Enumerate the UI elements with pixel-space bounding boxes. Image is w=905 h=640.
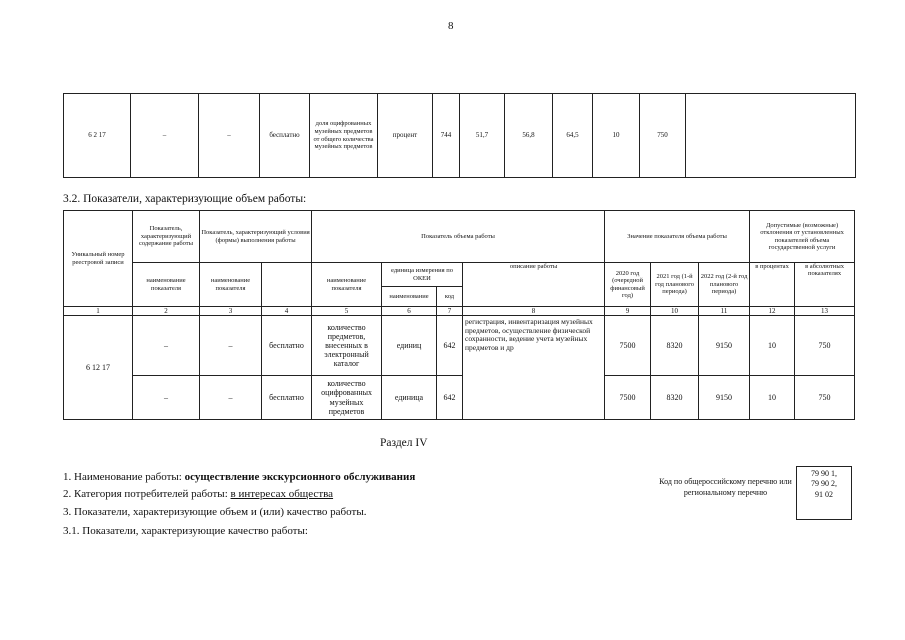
header-unit-code: код	[437, 287, 463, 307]
value-2020: 51,7	[460, 94, 505, 178]
work-description: регистрация, инвентаризация музейных предметов, осуществление физической сохранности, ведение учета музейных предметов и др	[463, 316, 605, 420]
registry-code: 79 90 2,	[811, 479, 837, 489]
header-unique-number: Уникальный номер реестровой записи	[64, 211, 133, 307]
col-number: 6	[382, 307, 437, 316]
indicator-name: доля оцифрованных музейных предметов от общего количества музейных предметов	[310, 94, 378, 178]
header-in-abs: в абсолютных показателях	[795, 263, 855, 307]
category-value: в интересах общества	[230, 488, 334, 500]
registry-code-label: Код по общероссийскому перечню или региональному перечню	[659, 477, 792, 497]
deviation-abs: 750	[640, 94, 686, 178]
quality-table-continuation	[63, 93, 856, 178]
value-2022: 64,5	[553, 94, 593, 178]
registry-code: 79 90 1,	[811, 469, 837, 478]
value-2020: 7500	[605, 316, 651, 376]
registry-code: 91 02	[815, 489, 833, 499]
value-2022: 9150	[699, 376, 750, 420]
col-number: 7	[437, 307, 463, 316]
col-number: 10	[651, 307, 699, 316]
deviation-abs: 750	[795, 376, 855, 420]
category-label: 2. Категория потребителей работы:	[63, 488, 231, 500]
volume-table	[63, 210, 855, 420]
okei-code: 642	[437, 376, 463, 420]
content-cell: –	[133, 376, 200, 420]
col-number: 13	[795, 307, 855, 316]
page-number: 8	[448, 20, 454, 32]
indicator-name: количество предметов, внесенных в электронный каталог	[312, 316, 382, 376]
header-deviation: Допустимые (возможные) отклонения от установленных показателей объема государственной услуги	[750, 211, 855, 263]
unit-name: единиц	[382, 316, 437, 376]
header-in-pct: в процентах	[750, 263, 795, 307]
deviation-abs: 750	[795, 316, 855, 376]
content-cell: –	[199, 94, 260, 178]
table-row	[64, 94, 856, 178]
section-3-2-title: 3.2. Показатели, характеризующие объем работы:	[63, 193, 307, 205]
table-row	[64, 263, 855, 287]
item-3-1: 3.1. Показатели, характеризующие качество работы:	[63, 525, 308, 537]
value-2020: 7500	[605, 376, 651, 420]
item-3: 3. Показатели, характеризующие объем и (или) качество работы.	[63, 506, 367, 518]
section-title: Раздел IV	[380, 437, 428, 449]
col-number: 1	[64, 307, 133, 316]
header-2021: 2021 год (1-й год планового периода)	[651, 263, 699, 307]
header-volume: Показатель объема работы	[312, 211, 605, 263]
col-number: 2	[133, 307, 200, 316]
condition-cell: бесплатно	[262, 316, 312, 376]
unit-name: процент	[378, 94, 433, 178]
header-unit-okei: единица измерения по ОКЕИ	[382, 263, 463, 287]
registry-code-box	[796, 466, 852, 520]
empty-cell	[686, 94, 856, 178]
record-code: 6 2 17	[64, 94, 131, 178]
value-2022: 9150	[699, 316, 750, 376]
header-work-desc: описание работы	[463, 263, 605, 307]
header-value: Значение показателя объема работы	[605, 211, 750, 263]
col-number: 12	[750, 307, 795, 316]
value-2021: 8320	[651, 316, 699, 376]
okei-code: 744	[433, 94, 460, 178]
condition-cell: бесплатно	[262, 376, 312, 420]
condition-cell: –	[200, 376, 262, 420]
header-2020: 2020 год (очередной финансовый год)	[605, 263, 651, 307]
value-2021: 8320	[651, 376, 699, 420]
work-name-value: осуществление экскурсионного обслуживания	[184, 471, 416, 483]
col-number: 9	[605, 307, 651, 316]
deviation-pct: 10	[750, 316, 795, 376]
table-row	[64, 316, 855, 376]
deviation-pct: 10	[750, 376, 795, 420]
table-row	[64, 211, 855, 263]
col-number: 5	[312, 307, 382, 316]
col-number: 11	[699, 307, 750, 316]
content-cell: –	[131, 94, 199, 178]
header-name-indicator: наименование показателя	[312, 263, 382, 307]
header-unit-name: наименование	[382, 287, 437, 307]
condition-cell: бесплатно	[260, 94, 310, 178]
table-row	[64, 376, 855, 420]
col-number: 8	[463, 307, 605, 316]
value-2021: 56,8	[505, 94, 553, 178]
col-number: 3	[200, 307, 262, 316]
header-empty	[262, 263, 312, 307]
header-conditions: Показатель, характеризующий условия (формы) выполнения работы	[200, 211, 312, 263]
header-name-indicator: наименование показателя	[133, 263, 200, 307]
deviation-pct: 10	[593, 94, 640, 178]
record-code: 6 12 17	[64, 316, 133, 420]
header-content: Показатель, характеризующий содержание работы	[133, 211, 200, 263]
header-name-indicator: наименование показателя	[200, 263, 262, 307]
work-name-line	[63, 471, 415, 483]
unit-name: единица	[382, 376, 437, 420]
header-2022: 2022 год (2-й год планового периода)	[699, 263, 750, 307]
okei-code: 642	[437, 316, 463, 376]
column-numbers-row	[64, 307, 855, 316]
category-line	[63, 488, 333, 500]
indicator-name: количество оцифрованных музейных предметов	[312, 376, 382, 420]
work-name-label: 1. Наименование работы:	[63, 471, 185, 483]
content-cell: –	[133, 316, 200, 376]
condition-cell: –	[200, 316, 262, 376]
col-number: 4	[262, 307, 312, 316]
